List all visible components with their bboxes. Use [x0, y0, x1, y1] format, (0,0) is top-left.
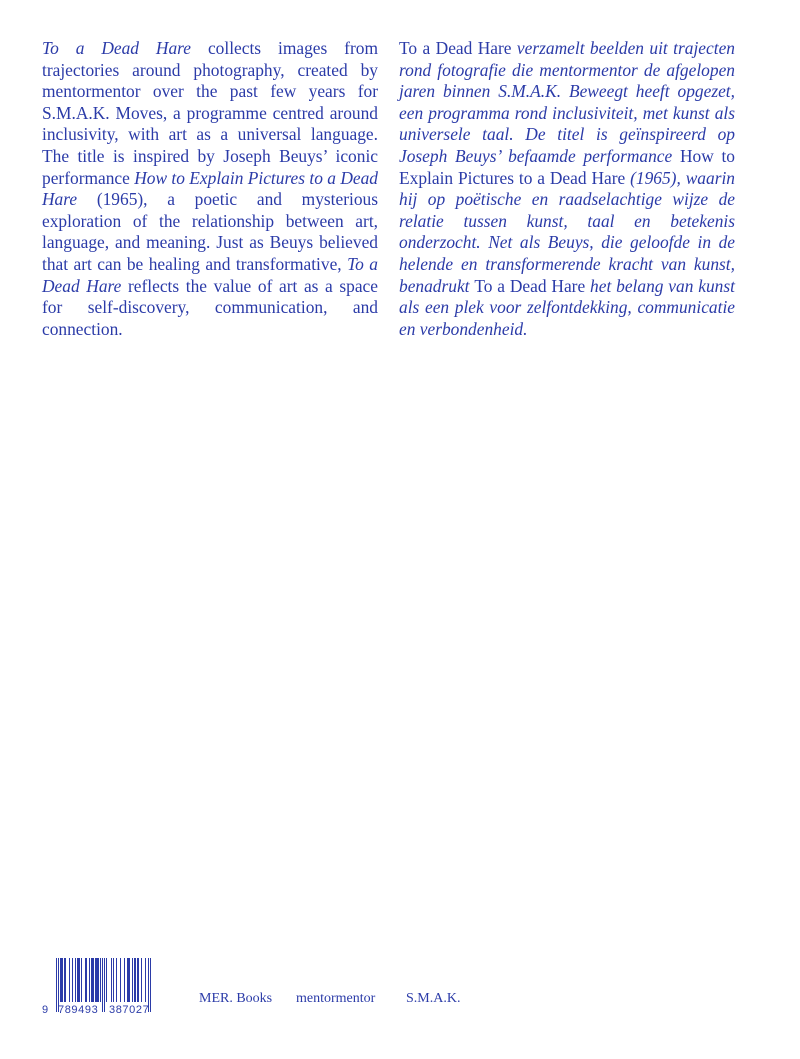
- barcode-bar: [111, 958, 112, 1002]
- footer-author: mentormentor: [296, 991, 376, 1006]
- barcode-bar: [91, 958, 92, 1002]
- barcode-bar: [120, 958, 121, 1002]
- barcode-bar: [96, 958, 97, 1002]
- barcode-bar: [134, 958, 135, 1002]
- barcode-bar: [128, 958, 129, 1002]
- barcode-bar: [86, 958, 87, 1002]
- english-text-1: collects images from trajectories around photography, created by mentormentor over the past few years for S.M.A.K. Moves, a programme centred around inclusivity, with art as a universal language. The title is inspired by Joseph Beuys’ iconic performance: [42, 38, 378, 188]
- footer-publisher: MER. Books: [199, 991, 273, 1006]
- dutch-paragraph: [399, 38, 735, 340]
- barcode-bar: [135, 958, 136, 1002]
- barcode-bar: [129, 958, 130, 1002]
- barcode-bar: [85, 958, 86, 1002]
- barcode-bar: [72, 958, 73, 1002]
- barcode-bar: [92, 958, 93, 1002]
- dutch-text-2: (1965), waarin hij op poëtische en raadselachtige wijze de relatie tussen kunst, taal en betekenis onderzocht. Net als Beuys, die geloofde in de helende en transformerende kracht van kunst, benadrukt: [399, 167, 735, 296]
- barcode-bar: [78, 958, 79, 1002]
- barcode-bar: [60, 958, 61, 1002]
- barcode-bar: [95, 958, 96, 1002]
- barcode-bar: [65, 958, 66, 1002]
- barcode-bar: [100, 958, 101, 1002]
- english-text-column: [42, 38, 378, 340]
- english-text-3: reflects the value of art as a space for self-discovery, communication, and connection.: [42, 275, 378, 339]
- dutch-title-2: To a Dead Hare: [474, 275, 586, 296]
- english-paragraph: [42, 38, 378, 340]
- barcode-bar: [98, 958, 99, 1002]
- dutch-text-1: verzamelt beelden uit trajecten rond fotografie die mentormentor de afgelopen jaren binnen S.M.A.K. Beweegt heeft opgezet, een programma rond inclusiviteit, met kunst als universele taal. De titel is geïnspireerd op Joseph Beuys’ befaamde performance: [399, 38, 735, 166]
- barcode-bar: [106, 958, 107, 1002]
- barcode-bar: [145, 958, 146, 1002]
- barcode-bar: [113, 958, 114, 1002]
- barcode-bar: [69, 958, 70, 1002]
- english-text-2: (1965), a poetic and mysterious exploration of the relationship between art, language, and meaning. Just as Beuys believed that art can be healing and transformative,: [42, 189, 378, 274]
- barcode-bar: [81, 958, 82, 1002]
- barcode-bar: [61, 958, 62, 1002]
- barcode-bar: [124, 958, 125, 1002]
- barcode-bar: [116, 958, 117, 1002]
- barcode-bar: [89, 958, 90, 1002]
- english-title-1: To a Dead Hare: [42, 38, 192, 58]
- english-title-2: To a Dead Hare: [42, 253, 378, 296]
- dutch-text-column: [399, 38, 735, 340]
- barcode-bar: [75, 958, 76, 1002]
- barcode-bar: [138, 958, 139, 1002]
- barcode-bar: [104, 958, 105, 1012]
- barcode-bar: [137, 958, 138, 1002]
- footer-institution: S.M.A.K.: [406, 991, 461, 1006]
- barcode-bar: [62, 958, 63, 1002]
- barcode-bar: [127, 958, 128, 1002]
- dutch-text-3: het belang van kunst als een plek voor zelfontdekking, communicatie en verbondenheid.: [399, 275, 735, 339]
- barcode-bar: [77, 958, 78, 1002]
- barcode-bar: [141, 958, 142, 1002]
- isbn-group-2: 387027: [109, 1004, 150, 1016]
- isbn-group-1: 789493: [58, 1004, 99, 1016]
- barcode-bar: [93, 958, 94, 1002]
- barcode-bar: [79, 958, 80, 1002]
- barcode-bar: [150, 958, 151, 1012]
- isbn-first-digit: 9: [42, 1004, 49, 1016]
- barcode-bar: [97, 958, 98, 1002]
- barcode-bar: [56, 958, 57, 1012]
- dutch-work-title: How to Explain Pictures to a Dead Hare: [399, 145, 735, 188]
- dutch-title-1: To a Dead Hare: [399, 38, 512, 58]
- barcode-bar: [132, 958, 133, 1002]
- english-work-title: How to Explain Pictures to a Dead Hare: [42, 167, 378, 210]
- barcode-bar: [64, 958, 65, 1002]
- barcode-bar: [102, 958, 103, 1012]
